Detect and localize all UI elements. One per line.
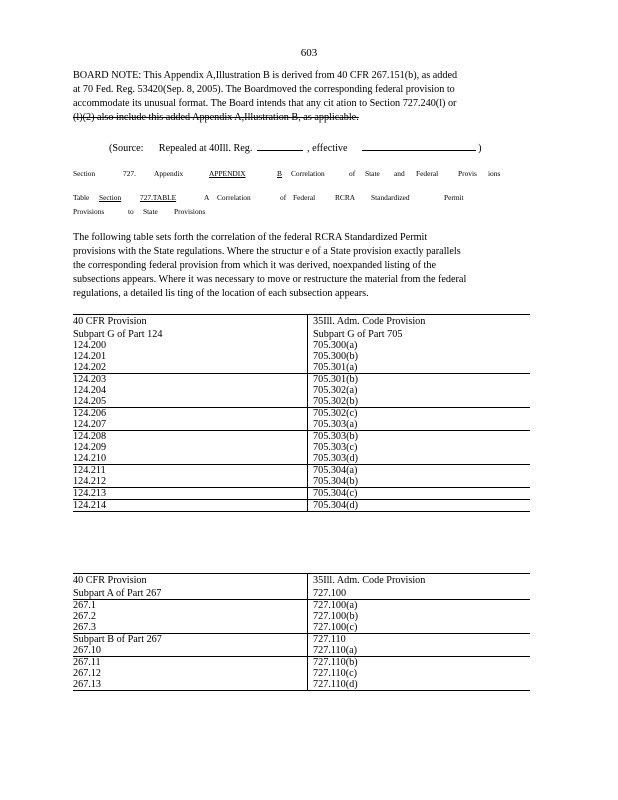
heading-word: RCRA: [335, 193, 356, 202]
correlation-table-part-124: [73, 314, 530, 512]
heading-word: State: [143, 207, 158, 216]
heading-word: Provisions: [174, 207, 206, 216]
table-row: [73, 431, 530, 443]
federal-cell: 124.201: [73, 351, 308, 362]
source-repealed: Repealed at 40Ill. Reg.: [158, 143, 253, 154]
table-row: [73, 465, 530, 477]
table-row: [73, 668, 530, 679]
page-number: 603: [300, 47, 318, 59]
federal-cell: 124.210: [73, 453, 308, 465]
header-cell-state: Subpart G of Part 705: [313, 329, 403, 340]
intro-line: regulations, a detailed lis ting of the location of each subsection appears.: [73, 288, 369, 299]
table-row: [73, 340, 530, 351]
state-cell: 705.302(a): [313, 385, 358, 396]
federal-cell: 124.205: [73, 396, 308, 408]
state-cell: 705.300(a): [313, 340, 358, 351]
table-row: [73, 657, 530, 669]
table-heading-line-2: [73, 207, 205, 216]
state-cell: 727.110(b): [308, 657, 531, 669]
heading-word-deleted: Section: [99, 193, 122, 202]
table-header-row: [73, 588, 530, 600]
federal-cell: 267.1: [73, 600, 308, 612]
heading-word: Appendix: [154, 169, 184, 178]
state-cell: 705.302(c): [308, 408, 531, 420]
federal-cell: 267.11: [73, 657, 308, 669]
federal-cell: 124.206: [73, 408, 308, 420]
correlation-table-part-267: [73, 573, 530, 691]
heading-word: ions: [488, 169, 501, 178]
table-row: [73, 476, 530, 488]
table-row: [73, 611, 530, 622]
header-cell-federal: 40 CFR Provision: [73, 315, 308, 330]
federal-cell: 124.207: [73, 419, 308, 431]
heading-word: Federal: [293, 193, 316, 202]
state-cell: 727.110(d): [308, 679, 531, 691]
intro-line: subsections appears. Where it was necessary to move or restructure the material from the federal: [73, 274, 467, 285]
heading-word: State: [365, 169, 380, 178]
table-row: [73, 396, 530, 408]
federal-cell: 267.12: [73, 668, 308, 679]
table-row: [73, 351, 530, 362]
section-heading: [73, 169, 500, 178]
state-cell: 705.304(a): [308, 465, 531, 477]
heading-word: Correlation: [291, 169, 325, 178]
subheader-cell-state: 727.110: [308, 634, 531, 646]
heading-word: Table: [73, 193, 90, 202]
board-note-line: BOARD NOTE: This Appendix A,Illustration B is derived from 40 CFR 267.151(b), as added: [73, 70, 458, 81]
table-subheader-row: [73, 634, 530, 646]
blank-effective-date: [362, 141, 476, 151]
heading-word: of: [349, 169, 356, 178]
heading-word: of: [280, 193, 287, 202]
state-cell: 705.303(a): [313, 419, 358, 430]
source-prefix: (Source:: [109, 143, 144, 154]
heading-word: Section: [73, 169, 96, 178]
table-row: [73, 408, 530, 420]
source-close: ): [478, 143, 482, 154]
table-row: [73, 442, 530, 453]
federal-cell: 267.3: [73, 622, 308, 634]
state-cell: 705.301(b): [308, 374, 531, 386]
table-row: [73, 500, 530, 512]
blank-register-page: [257, 141, 303, 151]
federal-cell: 124.203: [73, 374, 308, 386]
state-cell: 705.301(a): [313, 362, 358, 373]
table-header-row: [73, 574, 530, 589]
state-cell: 705.302(b): [313, 396, 358, 407]
header-cell-state: 727.100: [313, 588, 347, 599]
federal-cell: 124.204: [73, 385, 308, 396]
state-cell: 727.100(a): [308, 600, 531, 612]
table-row: [73, 453, 530, 465]
heading-word: Correlation: [217, 193, 251, 202]
heading-word: Permit: [444, 193, 464, 202]
heading-word: Provis: [458, 169, 477, 178]
heading-word: Federal: [416, 169, 439, 178]
federal-cell: 267.2: [73, 611, 308, 622]
state-cell: 705.304(c): [308, 488, 531, 500]
federal-cell: 124.208: [73, 431, 308, 443]
header-cell-state: 35Ill. Adm. Code Provision: [308, 315, 531, 330]
intro-line: the corresponding federal provision from which it was derived, noexpanded listing of the: [73, 260, 436, 271]
heading-word: Standardized: [371, 193, 410, 202]
state-cell: 705.304(b): [313, 476, 358, 487]
table-row: [73, 679, 530, 691]
state-cell: 705.303(c): [313, 442, 358, 453]
federal-cell: 124.202: [73, 362, 308, 374]
header-cell-federal: Subpart G of Part 124: [73, 329, 308, 340]
board-note-struck-line: (l)(2) also include this added Appendix A,Illustration B, as applicable.: [73, 112, 359, 123]
source-effective: , effective: [306, 143, 348, 154]
table-row: [73, 385, 530, 396]
intro-line: provisions with the State regulations. Where the structur e of a State provision exactly parallels: [73, 246, 461, 257]
heading-word: to: [128, 207, 134, 216]
source-note: [109, 141, 481, 154]
state-cell: 705.300(b): [313, 351, 358, 362]
table-row: [73, 374, 530, 386]
heading-word: Provisions: [73, 207, 105, 216]
table-row: [73, 362, 530, 374]
heading-word: 727.: [123, 169, 136, 178]
federal-cell: 124.214: [73, 500, 308, 512]
state-cell: 727.110(a): [313, 645, 358, 656]
table-header-row: [73, 329, 530, 340]
heading-word-inserted: B: [277, 169, 282, 178]
federal-cell: 267.10: [73, 645, 308, 657]
state-cell: 727.100(b): [313, 611, 358, 622]
federal-cell: 124.213: [73, 488, 308, 500]
state-cell: 705.304(d): [308, 500, 531, 512]
header-cell-state: 35Ill. Adm. Code Provision: [308, 574, 531, 589]
intro-paragraph: [73, 231, 528, 301]
federal-cell: 124.209: [73, 442, 308, 453]
heading-word-inserted: APPENDIX: [209, 169, 246, 178]
board-note: [73, 69, 528, 125]
federal-cell: 267.13: [73, 679, 308, 691]
heading-word: 727.TABLE: [140, 193, 177, 202]
intro-line: The following table sets forth the correlation of the federal RCRA Standardized Permit: [73, 232, 428, 243]
state-cell: 705.303(b): [308, 431, 531, 443]
table-header-row: [73, 315, 530, 330]
table-heading-line-1: [73, 193, 464, 202]
header-cell-federal: 40 CFR Provision: [73, 574, 308, 589]
table-row: [73, 419, 530, 431]
header-cell-federal: Subpart A of Part 267: [73, 588, 308, 600]
table-row: [73, 645, 530, 657]
federal-cell: 124.212: [73, 476, 308, 488]
board-note-line: at 70 Fed. Reg. 53420(Sep. 8, 2005). The Boardmoved the corresponding federal provision to: [73, 84, 455, 95]
table-row: [73, 622, 530, 634]
heading-word: and: [394, 169, 405, 178]
heading-word: A: [204, 193, 210, 202]
state-cell: 727.100(c): [313, 622, 358, 633]
subheader-cell-federal: Subpart B of Part 267: [73, 634, 308, 646]
federal-cell: 124.211: [73, 465, 308, 477]
table-row: [73, 600, 530, 612]
state-cell: 705.303(d): [313, 453, 358, 464]
federal-cell: 124.200: [73, 340, 308, 351]
board-note-line: accommodate its unusual format. The Board intends that any cit ation to Section 727.240(l) or: [73, 98, 457, 109]
table-row: [73, 488, 530, 500]
state-cell: 727.110(c): [313, 668, 358, 679]
